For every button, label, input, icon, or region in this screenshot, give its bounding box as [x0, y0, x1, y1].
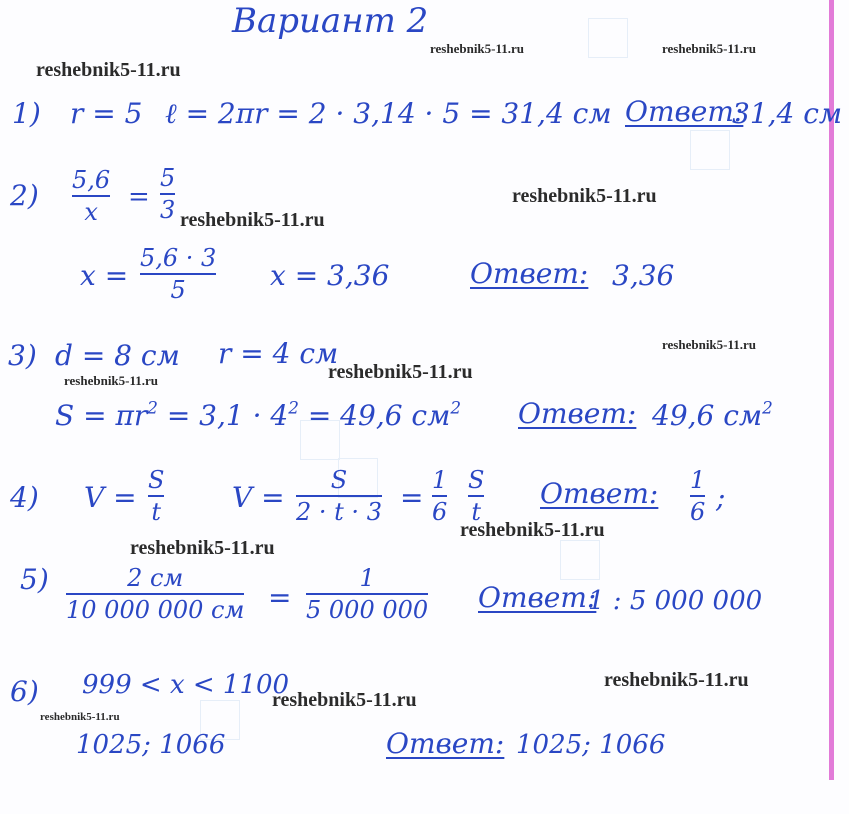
fraction-numerator: S: [468, 466, 485, 494]
problem-4-answer-label: Ответ:: [540, 477, 659, 510]
fraction-numerator: 1: [359, 564, 375, 592]
grid-square: [588, 18, 628, 58]
substitution: = 3,1 · 4: [157, 399, 289, 432]
exponent: 2: [762, 397, 773, 418]
grid-square: [560, 540, 600, 580]
watermark: reshebnik5-11.ru: [130, 537, 275, 559]
problem-5-answer: 1 : 5 000 000: [588, 586, 763, 616]
watermark: reshebnik5-11.ru: [272, 689, 417, 711]
fraction-bar: [72, 195, 110, 197]
problem-2-x-fraction: [140, 246, 216, 302]
watermark: reshebnik5-11.ru: [328, 361, 473, 383]
problem-6-number: 6): [10, 675, 39, 708]
problem-2-left-fraction: [72, 168, 110, 224]
problem-6-result: 1025; 1066: [76, 730, 226, 760]
equals-sign: =: [128, 182, 150, 212]
problem-4-answer-fraction: [690, 468, 705, 524]
problem-1-answer-label: Ответ:: [625, 95, 744, 128]
fraction-bar: [468, 495, 484, 497]
problem-1-given: r = 5: [70, 97, 143, 130]
problem-5-left-fraction: [66, 566, 244, 622]
fraction-denominator: 10 000 000 см: [66, 596, 245, 624]
fraction-denominator: 6: [690, 498, 706, 526]
fraction-denominator: 5: [170, 276, 186, 304]
problem-4-v2-label: V =: [232, 481, 285, 514]
fraction-bar: [148, 495, 164, 497]
watermark: reshebnik5-11.ru: [662, 337, 757, 352]
fraction-bar: [140, 273, 216, 275]
problem-2-x-label: x =: [80, 259, 129, 292]
problem-1-answer: 31,4 см: [732, 97, 843, 130]
problem-3-number: 3): [8, 339, 37, 372]
problem-3-given-r: r = 4 см: [218, 337, 339, 370]
problem-6-inequality: 999 < x < 1100: [82, 670, 290, 700]
fraction-numerator: 5: [160, 164, 176, 192]
fraction-numerator: 5,6 · 3: [140, 244, 217, 272]
problem-1-number: 1): [12, 97, 41, 130]
fraction-denominator: 5 000 000: [306, 596, 429, 624]
watermark: reshebnik5-11.ru: [36, 59, 181, 81]
watermark: reshebnik5-11.ru: [64, 373, 159, 388]
watermark: reshebnik5-11.ru: [460, 519, 605, 541]
fraction-denominator: 6: [432, 498, 448, 526]
fraction-numerator: 1: [432, 466, 448, 494]
fraction-bar: [432, 495, 447, 497]
problem-6-answer: 1025; 1066: [516, 730, 666, 760]
fraction-numerator: 1: [690, 466, 706, 494]
fraction-denominator: x: [84, 198, 98, 226]
watermark: reshebnik5-11.ru: [40, 711, 120, 723]
problem-4-v-fraction: [148, 468, 164, 524]
fraction-bar: [296, 495, 382, 497]
problem-3-given-d: d = 8 см: [55, 339, 180, 372]
problem-4-coef-fraction: [432, 468, 447, 524]
fraction-numerator: 2 см: [127, 564, 184, 592]
fraction-numerator: S: [330, 466, 348, 494]
problem-4-answer-tail: ;: [716, 481, 726, 514]
problem-2-result: x = 3,36: [270, 259, 390, 292]
fraction-bar: [66, 593, 244, 595]
watermark: reshebnik5-11.ru: [512, 185, 657, 207]
exponent: 2: [288, 397, 299, 418]
area-result: = 49,6 см: [298, 399, 451, 432]
problem-5-right-fraction: [306, 566, 428, 622]
watermark: reshebnik5-11.ru: [180, 209, 325, 231]
problem-2-right-fraction: [160, 166, 175, 222]
area-formula: S = πr: [55, 399, 148, 432]
problem-5-answer-label: Ответ:: [478, 581, 597, 614]
fraction-denominator: 2 · t · 3: [296, 498, 382, 526]
problem-2-answer-label: Ответ:: [470, 257, 589, 290]
problem-3-answer: [652, 397, 773, 432]
exponent: 2: [450, 397, 462, 418]
exponent: 2: [147, 397, 158, 418]
fraction-bar: [690, 495, 705, 497]
watermark: reshebnik5-11.ru: [604, 669, 749, 691]
variant-title: Вариант 2: [232, 1, 429, 41]
problem-1-work: ℓ = 2πr = 2 · 3,14 · 5 = 31,4 см: [165, 97, 612, 130]
fraction-denominator: t: [471, 498, 482, 526]
problem-3-work: [55, 397, 462, 432]
fraction-bar: [306, 593, 428, 595]
problem-4-v-label: V =: [84, 481, 137, 514]
problem-4-equals: =: [400, 481, 424, 514]
problem-4-st-fraction: [468, 468, 484, 524]
grid-square: [690, 130, 730, 170]
problem-2-number: 2): [10, 179, 39, 212]
fraction-numerator: S: [148, 466, 165, 494]
problem-6-answer-label: Ответ:: [386, 727, 505, 760]
fraction-denominator: t: [151, 498, 162, 526]
problem-4-number: 4): [10, 481, 39, 514]
problem-5-number: 5): [20, 563, 49, 596]
watermark: reshebnik5-11.ru: [662, 41, 757, 56]
problem-2-answer: 3,36: [612, 259, 675, 292]
watermark: reshebnik5-11.ru: [430, 41, 525, 56]
fraction-bar: [160, 193, 175, 195]
problem-5-equals: =: [268, 581, 292, 614]
answer-value: 49,6 см: [652, 399, 763, 432]
fraction-numerator: 5,6: [72, 166, 111, 194]
fraction-denominator: 3: [160, 196, 176, 224]
problem-3-answer-label: Ответ:: [518, 397, 637, 430]
problem-4-v2-fraction: [296, 468, 382, 524]
